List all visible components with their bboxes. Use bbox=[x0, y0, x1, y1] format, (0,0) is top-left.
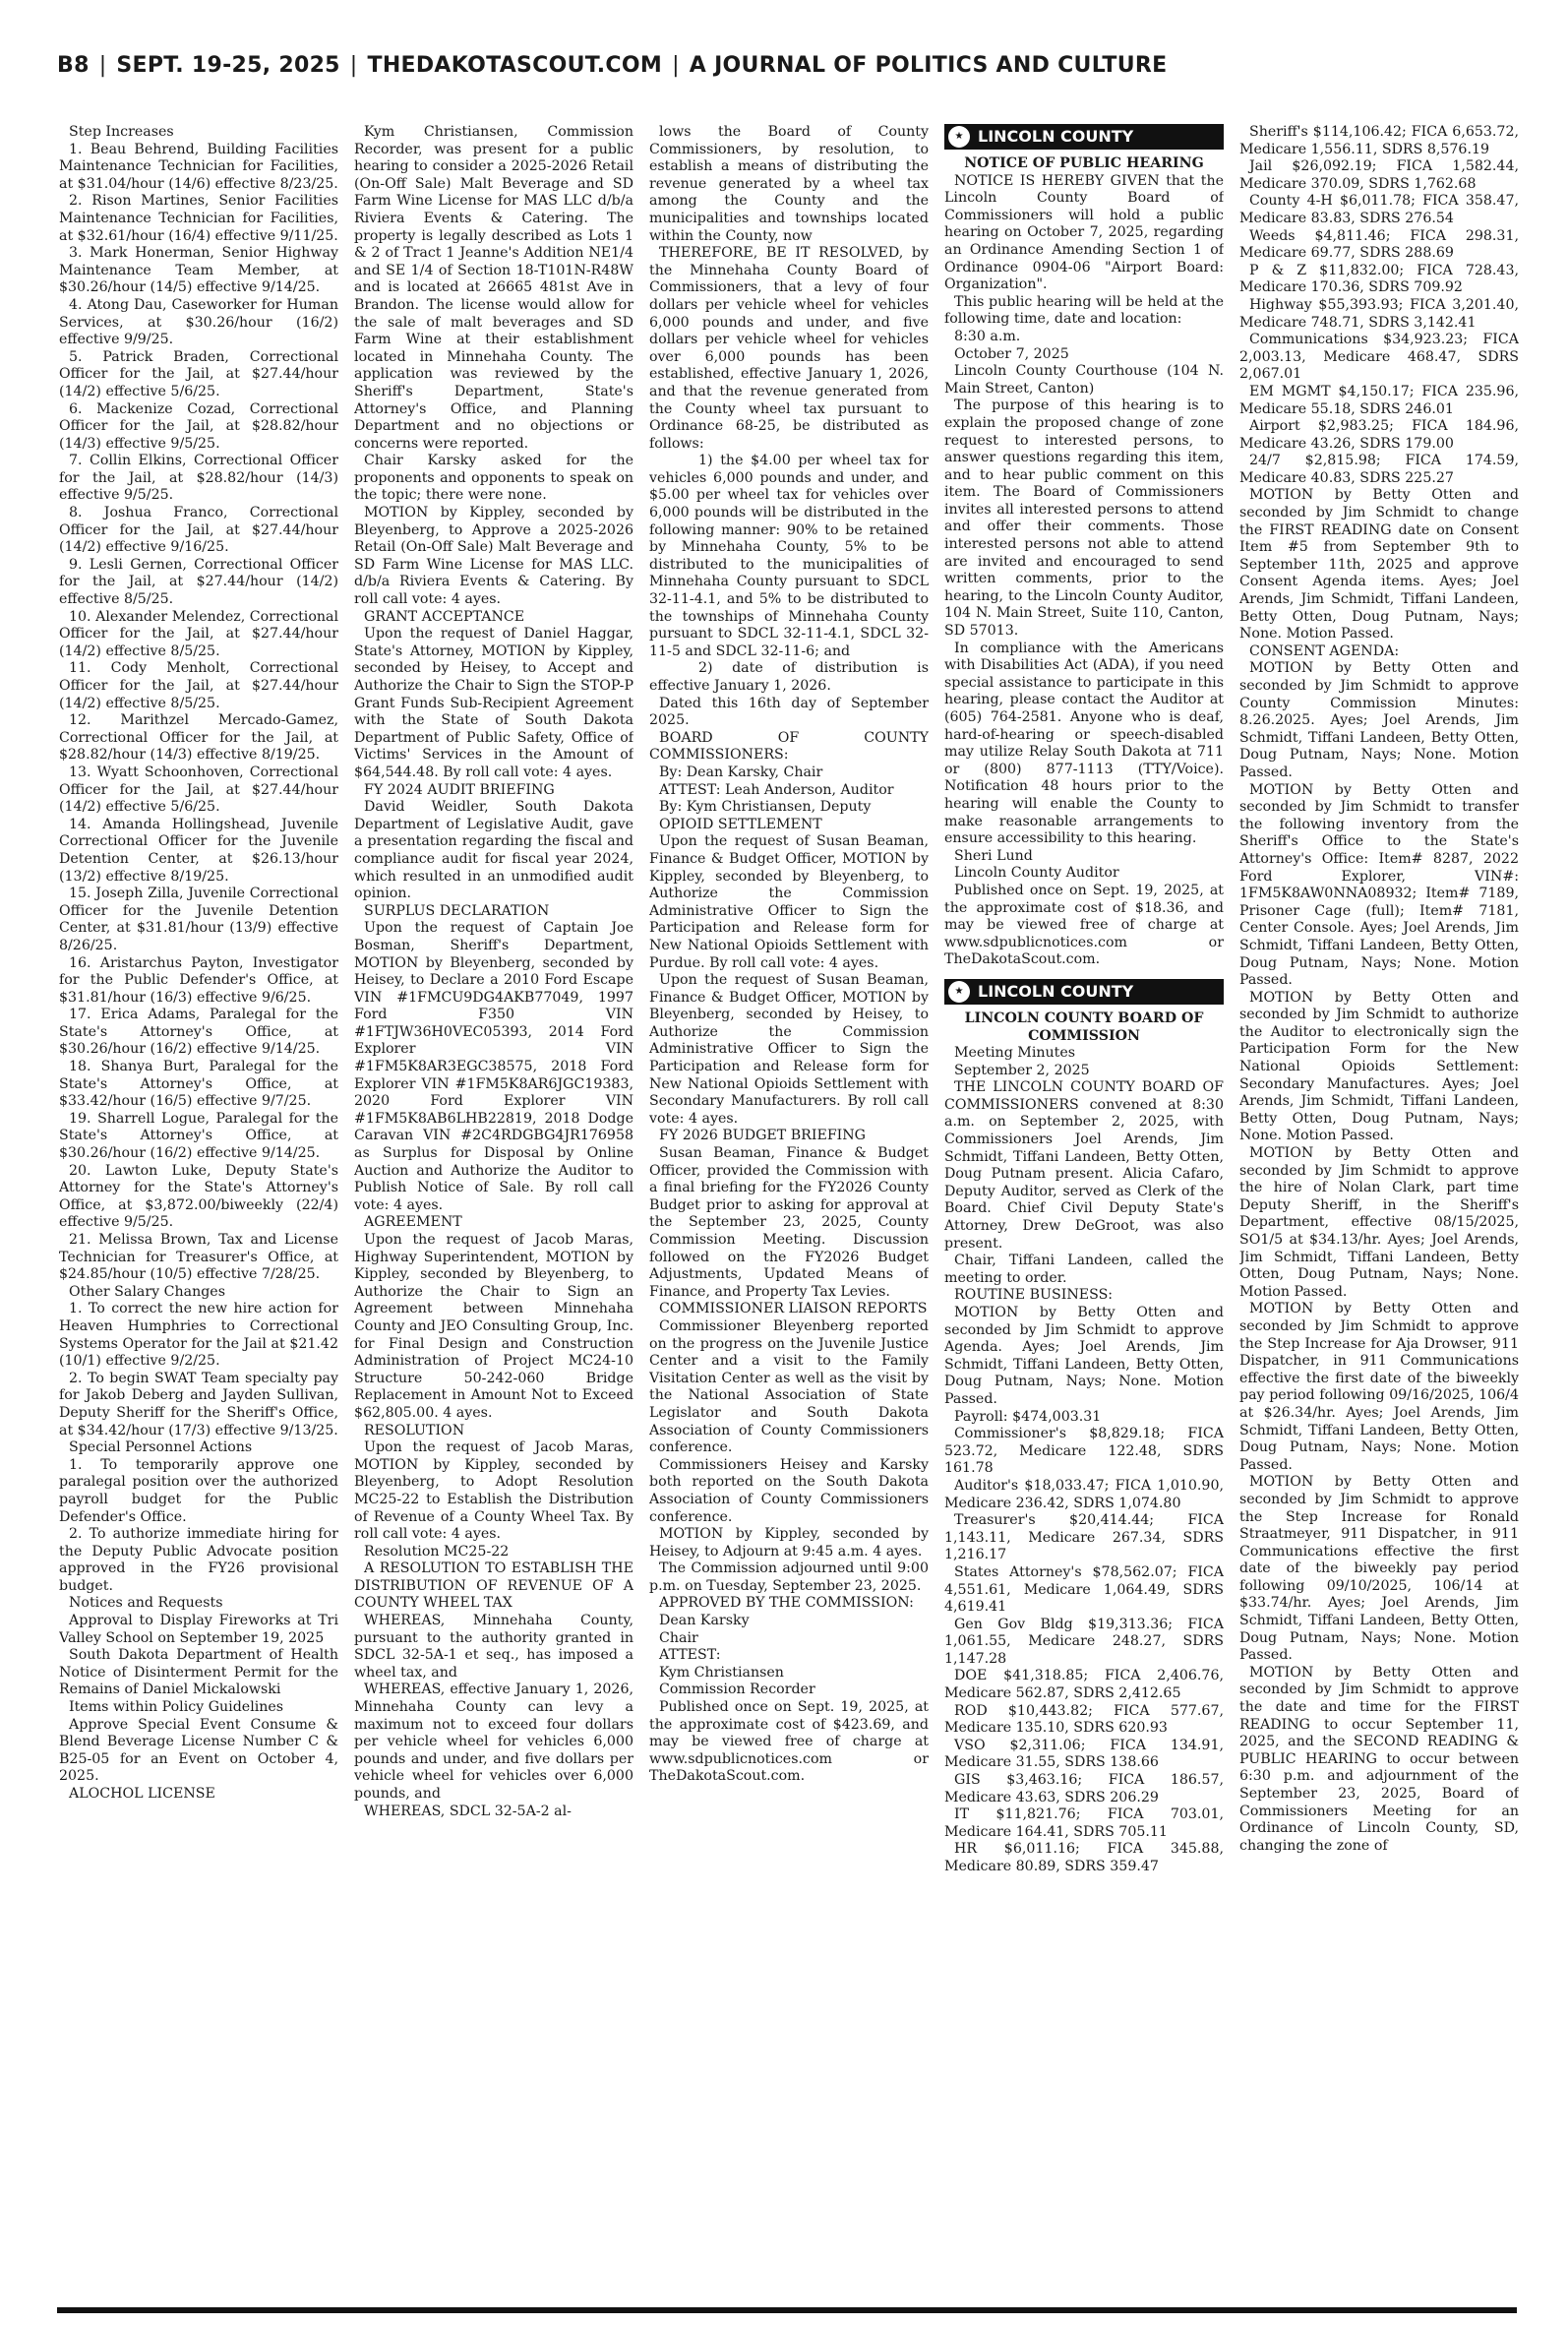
paragraph: 19. Sharrell Logue, Paralegal for the State's Attorney's Office, at $30.26/hour (16/2) effective 9/14/25. bbox=[59, 1110, 338, 1162]
paragraph: NOTICE IS HEREBY GIVEN that the Lincoln County Board of Commissioners will hold a public hearing on October 7, 2025, regarding an Ordinance Amending Section 1 of Ordinance 0904-06 "Airport Board: Organization". bbox=[944, 172, 1224, 293]
paragraph: 20. Lawton Luke, Deputy State's Attorney for the State's Attorney's Office, at $3,872.00/biweekly (22/4) effective 9/5/25. bbox=[59, 1162, 338, 1231]
paragraph: Kym Christiansen bbox=[659, 1664, 784, 1681]
paragraph: SURPLUS DECLARATION bbox=[364, 902, 550, 919]
paragraph: 1. Beau Behrend, Building Facilities Maintenance Technician for Facilities, at $31.04/hour (14/6) effective 8/23/25. bbox=[59, 141, 338, 192]
paragraph: 12. Marithzel Mercado-Gamez, Correctional Officer for the Jail, at $28.82/hour (14/3) effective 8/19/25. bbox=[59, 712, 338, 764]
paragraph: Upon the request of Jacob Maras, MOTION by Kippley, seconded by Bleyenberg, to Adopt Resolution MC25-22 to Establish the Distribution of Revenue of a County Wheel Tax. By roll call vote: 4 ayes. bbox=[354, 1439, 633, 1543]
paragraph: P & Z $11,832.00; FICA 728.43, Medicare 170.36, SDRS 709.92 bbox=[1239, 262, 1519, 296]
paragraph: David Weidler, South Dakota Department of Legislative Audit, gave a presentation regarding the fiscal and compliance audit for fiscal year 2024, which resulted in an unmodified audit opinion. bbox=[354, 799, 633, 902]
header-separator: | bbox=[672, 53, 680, 78]
paragraph: EM MGMT $4,150.17; FICA 235.96, Medicare 55.18, SDRS 246.01 bbox=[1239, 383, 1519, 417]
banner-label: LINCOLN COUNTY bbox=[978, 127, 1134, 147]
paragraph: CONSENT AGENDA: bbox=[1249, 642, 1400, 659]
column-4 bbox=[944, 124, 1224, 2306]
paragraph: THE LINCOLN COUNTY BOARD OF COMMISSIONERS convened at 8:30 a.m. on September 2, 2025, with Commissioners Joel Arends, Jim Schmidt, Tiffani Landeen, Betty Otten, Doug Putnam present. Alicia Cafaro, Deputy Auditor, served as Clerk of the Board. Chief Civil Deputy State's Attorney, Drew DeGroot, was also present. bbox=[944, 1079, 1224, 1252]
paragraph: Items within Policy Guidelines bbox=[69, 1699, 284, 1716]
county-seal-icon: ★ bbox=[948, 126, 970, 148]
paragraph: 17. Erica Adams, Paralegal for the State's Attorney's Office, at $30.26/hour (16/2) effective 9/14/25. bbox=[59, 1007, 338, 1058]
column-5 bbox=[1239, 124, 1519, 2306]
minutes-title: LINCOLN COUNTY BOARD OF COMMISSION bbox=[964, 1010, 1204, 1044]
paragraph: A RESOLUTION TO ESTABLISH THE DISTRIBUTION OF REVENUE OF A COUNTY WHEEL TAX bbox=[354, 1560, 633, 1612]
paragraph: Upon the request of Jacob Maras, Highway Superintendent, MOTION by Kippley, seconded by Bleyenberg, to Authorize the Chair to Sign an Agreement between Minnehaha County and JEO Consulting Group, Inc. for Final Design and Construction Administration of Project MC24-10 Structure 50-242-060 Bridge Replacement in Amount Not to Exceed $62,805.00. 4 ayes. bbox=[354, 1232, 633, 1421]
paragraph: 18. Shanya Burt, Paralegal for the State's Attorney's Office, at $33.42/hour (16/5) effective 9/7/25. bbox=[59, 1059, 338, 1110]
paragraph: Upon the request of Daniel Haggar, State's Attorney, MOTION by Kippley, seconded by Heisey, to Accept and Authorize the Chair to Sign the STOP-P Grant Funds Sub-Recipient Agreement with the State of South Dakota Department of Public Safety, Office of Victims' Services in the Amount of $64,544.48. By roll call vote: 4 ayes. bbox=[354, 626, 633, 780]
paragraph: APPROVED BY THE COMMISSION: bbox=[659, 1595, 914, 1612]
paragraph: Upon the request of Captain Joe Bosman, Sheriff's Department, MOTION by Bleyenberg, seconded by Heisey, to Declare a 2010 Ford Escape VIN #1FMCU9DG4AKB77049, 1997 Ford F350 VIN #1FTJW36H0VEC05393, 2014 Ford Explorer VIN #1FM5K8AR3EGC38575, 2018 Ford Explorer VIN #1FM5K8AR6JGC19383, 2020 Ford Explorer VIN #1FM5K8AB6LHB22819, 2018 Dodge Caravan VIN #2C4RDGBG4JR176958 as Surplus for Disposal by Online Auction and Authorize the Auditor to Publish Notice of Sale. By roll call vote: 4 ayes. bbox=[354, 920, 633, 1213]
paragraph: IT $11,821.76; FICA 703.01, Medicare 164.41, SDRS 705.11 bbox=[944, 1806, 1224, 1840]
banner-label: LINCOLN COUNTY bbox=[978, 982, 1134, 1002]
paragraph: 2. To begin SWAT Team specialty pay for Jakob Deberg and Jayden Sullivan, Deputy Sheriff for the Sheriff's Office, at $34.42/hour (17/3) effective 9/13/25. bbox=[59, 1370, 338, 1438]
paragraph: 8:30 a.m. bbox=[954, 328, 1021, 344]
paragraph: RESOLUTION bbox=[364, 1422, 465, 1438]
paragraph: Notices and Requests bbox=[69, 1595, 223, 1612]
paragraph: MOTION by Betty Otten and seconded by Jim Schmidt to approve Agenda. Ayes; Joel Arends, Jim Schmidt, Tiffani Landeen, Betty Otten, Doug Putnam, Nays; None. Motion Passed. bbox=[944, 1305, 1224, 1407]
column-3 bbox=[649, 124, 929, 2306]
page-header bbox=[57, 53, 1513, 81]
paragraph: HR $6,011.16; FICA 345.88, Medicare 80.89, SDRS 359.47 bbox=[944, 1841, 1224, 1874]
column-1 bbox=[59, 124, 338, 2306]
issue-date: SEPT. 19-25, 2025 bbox=[116, 53, 340, 78]
paragraph: 3. Mark Honerman, Senior Highway Maintenance Team Member, at $30.26/hour (14/5) effective 9/14/25. bbox=[59, 245, 338, 296]
lincoln-county-banner bbox=[944, 979, 1224, 1005]
paragraph: Weeds $4,811.46; FICA 298.31, Medicare 69.77, SDRS 288.69 bbox=[1239, 227, 1519, 262]
paragraph: 13. Wyatt Schoonhoven, Correctional Officer for the Jail, at $27.44/hour (14/2) effective 5/6/25. bbox=[59, 764, 338, 816]
paragraph: MOTION by Betty Otten and seconded by Jim Schmidt to change the FIRST READING date on Consent Item #5 from September 9th to September 11th, 2025 and approve Consent Agenda items. Ayes; Joel Arends, Jim Schmidt, Tiffani Landeen, Betty Otten, Doug Putnam, Nays; None. Motion Passed. bbox=[1239, 487, 1519, 642]
paragraph: September 2, 2025 bbox=[954, 1062, 1090, 1078]
paragraph: MOTION by Betty Otten and seconded by Jim Schmidt to approve the hire of Nolan Clark, part time Deputy Sheriff, in the Sheriff's Department, effective 08/15/2025, SO1/5 at $34.13/hr. Ayes; Joel Arends, Jim Schmidt, Tiffani Landeen, Betty Otten, Doug Putnam, Nays; None. Motion Passed. bbox=[1239, 1145, 1519, 1300]
paragraph: DOE $41,318.85; FICA 2,406.76, Medicare 562.87, SDRS 2,412.65 bbox=[944, 1668, 1224, 1702]
paragraph: Commissioners Heisey and Karsky both reported on the South Dakota Association of County Commissioners conference. bbox=[649, 1456, 929, 1525]
paragraph: ATTEST: Leah Anderson, Auditor bbox=[659, 781, 894, 798]
paragraph: 1. To temporarily approve one paralegal position over the authorized payroll budget for the Public Defender's Office. bbox=[59, 1456, 338, 1525]
paragraph: MOTION by Betty Otten and seconded by Jim Schmidt to approve the Step Increase for Ronald Straatmeyer, 911 Dispatcher, in 911 Communications effective the first date of the biweekly pay period following 09/10/2025, 106/14 at $33.74/hr. Ayes; Joel Arends, Jim Schmidt, Tiffani Landeen, Betty Otten, Doug Putnam, Nays; None. Motion Passed. bbox=[1239, 1474, 1519, 1664]
paragraph: Airport $2,983.25; FICA 184.96, Medicare 43.26, SDRS 179.00 bbox=[1239, 418, 1519, 452]
paragraph: Chair bbox=[659, 1629, 698, 1646]
paragraph: County 4-H $6,011.78; FICA 358.47, Medicare 83.83, SDRS 276.54 bbox=[1239, 193, 1519, 226]
paragraph: Lincoln County Courthouse (104 N. Main Street, Canton) bbox=[944, 363, 1224, 397]
paragraph: 7. Collin Elkins, Correctional Officer for the Jail, at $28.82/hour (14/3) effective 9/5/25. bbox=[59, 453, 338, 504]
paragraph: MOTION by Betty Otten and seconded by Jim Schmidt to transfer the following inventory from the Sheriff's Office to the State's Attorney's Office: Item# 8287, 2022 Ford Explorer, VIN#: 1FM5K8AW0NNA08932; Item# 7189, Prisoner Cage (full); Item# 7181, Center Console. Ayes; Joel Arends, Jim Schmidt, Tiffani Landeen, Betty Otten, Doug Putnam, Nays; None. Motion Passed. bbox=[1239, 781, 1519, 989]
paragraph: WHEREAS, SDCL 32-5A-2 al- bbox=[364, 1803, 572, 1819]
notice-title: NOTICE OF PUBLIC HEARING bbox=[964, 155, 1204, 171]
paragraph: States Attorney's $78,562.07; FICA 4,551.61, Medicare 1,064.49, SDRS 4,619.41 bbox=[944, 1563, 1224, 1616]
paragraph: GIS $3,463.16; FICA 186.57, Medicare 43.63, SDRS 206.29 bbox=[944, 1772, 1224, 1805]
paragraph: Jail $26,092.19; FICA 1,582.44, Medicare 370.09, SDRS 1,762.68 bbox=[1239, 158, 1519, 192]
paragraph: ROD $10,443.82; FICA 577.67, Medicare 135.10, SDRS 620.93 bbox=[944, 1702, 1224, 1737]
header-separator: | bbox=[349, 53, 358, 78]
paragraph: ATTEST: bbox=[659, 1647, 721, 1664]
paragraph: AGREEMENT bbox=[364, 1214, 462, 1231]
meeting-minutes bbox=[944, 1045, 1224, 1876]
paragraph: 2. Rison Martines, Senior Facilities Maintenance Technician for Facilities, at $32.61/hour (16/4) effective 9/11/25. bbox=[59, 193, 338, 244]
paragraph: MOTION by Betty Otten and seconded by Jim Schmidt to approve the date and time for the FIRST READING to occur September 11, 2025, and the SECOND READING & PUBLIC HEARING to occur between 6:30 p.m. and adjournment of the September 23, 2025, Board of Commissioners Meeting for an Ordinance of Lincoln County, SD, changing the zone of bbox=[1239, 1664, 1519, 1854]
paragraph: 1. To correct the new hire action for Heaven Humphries to Correctional Systems Operator for the Jail at $21.42 (10/1) effective 9/2/25. bbox=[59, 1301, 338, 1370]
paragraph: WHEREAS, effective January 1, 2026, Minnehaha County can levy a maximum not to exceed four dollars per vehicle wheel for vehicles 6,000 pounds and under, and five dollars per vehicle wheel for vehicles over 6,000 pounds, and bbox=[354, 1682, 633, 1802]
paragraph: Lincoln County Auditor bbox=[954, 865, 1119, 882]
paragraph: 11. Cody Menholt, Correctional Officer for the Jail, at $27.44/hour (14/2) effective 8/5/25. bbox=[59, 660, 338, 711]
header-separator: | bbox=[98, 53, 107, 78]
paragraph: Meeting Minutes bbox=[954, 1045, 1076, 1062]
paragraph: MOTION by Betty Otten and seconded by Jim Schmidt to approve County Commission Minutes: 8.26.2025. Ayes; Joel Arends, Jim Schmidt, Tiffani Landeen, Betty Otten, Doug Putnam, Nays; None. Motion Passed. bbox=[1239, 660, 1519, 780]
paragraph: 2. To authorize immediate hiring for the Deputy Public Advocate position approved in the FY26 provisional budget. bbox=[59, 1526, 338, 1594]
paragraph: 15. Joseph Zilla, Juvenile Correctional Officer for the Juvenile Detention Center, at $31.81/hour (13/9) effective 8/26/25. bbox=[59, 886, 338, 953]
paragraph: Chair Karsky asked for the proponents and opponents to speak on the topic; there were none. bbox=[354, 453, 633, 504]
paragraph: By: Kym Christiansen, Deputy bbox=[659, 799, 872, 816]
column-2 bbox=[354, 124, 633, 2306]
paragraph: WHEREAS, Minnehaha County, pursuant to the authority granted in SDCL 32-5A-1 et seq., has imposed a wheel tax, and bbox=[354, 1613, 633, 1681]
paragraph: BOARD OF COUNTY COMMISSIONERS: bbox=[649, 729, 929, 764]
paragraph: 2) date of distribution is effective January 1, 2026. bbox=[649, 660, 929, 694]
paragraph: ROUTINE BUSINESS: bbox=[954, 1287, 1114, 1304]
paragraph: VSO $2,311.06; FICA 134.91, Medicare 31.55, SDRS 138.66 bbox=[944, 1737, 1224, 1771]
paragraph: MOTION by Betty Otten and seconded by Jim Schmidt to authorize the Auditor to electronically sign the Participation Form for the New National Opioids Settlement: Secondary Manufactures. Ayes; Joel Arends, Jim Schmidt, Tiffani Landeen, Betty Otten, Doug Putnam, Nays; None. Motion Passed. bbox=[1239, 989, 1519, 1144]
paragraph: Kym Christiansen, Commission Recorder, was present for a public hearing to consider a 2025-2026 Retail (On-Off Sale) Malt Beverage and SD Farm Wine License for MAS LLC d/b/a Riviera Events & Catering. The property is legally described as Lots 1 & 2 of Tract 1 Jeanne's Addition NE1/4 and SE 1/4 of Section 18-T101N-R48W and is located at 26665 481st Ave in Brandon. The license would allow for the sale of malt beverages and SD Farm Wine at their establishment located in Minnehaha County. The application was reviewed by the Sheriff's Department, State's Attorney's Office, and Planning Department and no objections or concerns were reported. bbox=[354, 124, 633, 452]
paragraph: Dated this 16th day of September 2025. bbox=[649, 695, 929, 729]
paragraph: OPIOID SETTLEMENT bbox=[659, 816, 822, 832]
paragraph: In compliance with the Americans with Disabilities Act (ADA), if you need special assistance to participate in this hearing, please contact the Auditor at (605) 764-2581. Anyone who is deaf, hard-of-hearing or speech-disabled may utilize Relay South Dakota at 711 or (800) 877-1113 (TTY/Voice). Notification 48 hours prior to the hearing will enable the County to make reasonable arrangements to ensure accessibility to this hearing. bbox=[944, 640, 1224, 847]
paragraph: Published once on Sept. 19, 2025, at the approximate cost of $18.36, and may be viewed free of charge at www.sdpublicnotices.com or TheDakotaScout.com. bbox=[944, 882, 1224, 968]
page-number: B8 bbox=[57, 53, 90, 78]
paragraph: Sheriff's $114,106.42; FICA 6,653.72, Medicare 1,556.11, SDRS 8,576.19 bbox=[1239, 124, 1519, 157]
paragraph: This public hearing will be held at the following time, date and location: bbox=[944, 293, 1224, 328]
paragraph: 9. Lesli Gernen, Correctional Officer for the Jail, at $27.44/hour (14/2) effective 8/5/25. bbox=[59, 556, 338, 608]
paragraph: Dean Karsky bbox=[659, 1613, 750, 1629]
paragraph: October 7, 2025 bbox=[954, 345, 1069, 362]
paragraph: FY 2026 BUDGET BRIEFING bbox=[659, 1128, 867, 1144]
paragraph: 1) the $4.00 per wheel tax for vehicles 6,000 pounds and under, and $5.00 per wheel tax for vehicles over 6,000 pounds will be distributed in the following manner: 90% to be retained by Minnehaha County, 5% to be distributed to the municipalities of Minnehaha County pursuant to SDCL 32-11-4.1, and 5% to be distributed to the townships of Minnehaha County pursuant to SDCL 32-11-4.1, SDCL 32-11-5 and SDCL 32-11-6; and bbox=[649, 453, 929, 659]
paragraph: Sheri Lund bbox=[954, 847, 1033, 864]
paragraph: 14. Amanda Hollingshead, Juvenile Correctional Officer for the Juvenile Detention Center, at $26.13/hour (13/2) effective 8/19/25. bbox=[59, 816, 338, 885]
paragraph: 6. Mackenize Cozad, Correctional Officer for the Jail, at $28.82/hour (14/3) effective 9/5/25. bbox=[59, 400, 338, 452]
site-name: THEDAKOTASCOUT.COM bbox=[367, 53, 663, 78]
paragraph: lows the Board of County Commissioners, by resolution, to establish a means of distributing the revenue generated by a wheel tax among the County and the municipalities and townships located within the County, now bbox=[649, 124, 929, 244]
paragraph: Step Increases bbox=[69, 124, 174, 140]
paragraph: Upon the request of Susan Beaman, Finance & Budget Officer, MOTION by Kippley, seconded by Bleyenberg, to Authorize the Commission Administrative Officer to Sign the Participation and Release form for New National Opioids Settlement with Purdue. By roll call vote: 4 ayes. bbox=[649, 833, 929, 971]
paragraph: Published once on Sept. 19, 2025, at the approximate cost of $423.69, and may be viewed free of charge at www.sdpublicnotices.com or TheDakotaScout.com. bbox=[649, 1699, 929, 1785]
paragraph: COMMISSIONER LIAISON REPORTS bbox=[659, 1301, 928, 1317]
paragraph: 24/7 $2,815.98; FICA 174.59, Medicare 40.83, SDRS 225.27 bbox=[1239, 453, 1519, 486]
paragraph: Auditor's $18,033.47; FICA 1,010.90, Medicare 236.42, SDRS 1,074.80 bbox=[944, 1477, 1224, 1511]
county-seal-icon: ★ bbox=[948, 981, 970, 1003]
paragraph: South Dakota Department of Health Notice of Disinterment Permit for the Remains of Daniel Mickalowski bbox=[59, 1647, 338, 1698]
paragraph: Commissioner Bleyenberg reported on the progress on the Juvenile Justice Center and a visit to the Family Visitation Center as well as the visit by the National Association of State Legislator and South Dakota Association of County Commissioners conference. bbox=[649, 1317, 929, 1456]
bottom-rule bbox=[57, 2307, 1517, 2313]
paragraph: Upon the request of Susan Beaman, Finance & Budget Officer, MOTION by Bleyenberg, seconded by Heisey, to Authorize the Commission Administrative Officer to Sign the Participation and Release form for New National Opioids Settlement with Secondary Manufacturers. By roll call vote: 4 ayes. bbox=[649, 972, 929, 1127]
paragraph: MOTION by Kippley, seconded by Bleyenberg, to Approve a 2025-2026 Retail (On-Off Sale) Malt Beverage and SD Farm Wine License for MAS LLC. d/b/a Riviera Events & Catering. By roll call vote: 4 ayes. bbox=[354, 505, 633, 608]
paragraph: 8. Joshua Franco, Correctional Officer for the Jail, at $27.44/hour (14/2) effective 9/16/25. bbox=[59, 505, 338, 556]
paragraph: Other Salary Changes bbox=[69, 1283, 225, 1300]
paragraph: The Commission adjourned until 9:00 p.m. on Tuesday, September 23, 2025. bbox=[649, 1560, 929, 1594]
paragraph: GRANT ACCEPTANCE bbox=[364, 608, 525, 625]
paragraph: 4. Atong Dau, Caseworker for Human Services, at $30.26/hour (16/2) effective 9/9/25. bbox=[59, 296, 338, 348]
paragraph: Payroll: $474,003.31 bbox=[954, 1408, 1102, 1425]
paragraph: Commission Recorder bbox=[659, 1682, 815, 1698]
paragraph: Treasurer's $20,414.44; FICA 1,143.11, Medicare 267.34, SDRS 1,216.17 bbox=[944, 1512, 1224, 1563]
lincoln-county-banner bbox=[944, 124, 1224, 150]
page-columns bbox=[59, 124, 1517, 2306]
paragraph: FY 2024 AUDIT BRIEFING bbox=[364, 781, 555, 798]
paragraph: Commissioner's $8,829.18; FICA 523.72, Medicare 122.48, SDRS 161.78 bbox=[944, 1426, 1224, 1477]
paragraph: The purpose of this hearing is to explain the proposed change of zone request to interested persons, to answer questions regarding this item, and to hear public comment on this item. The Board of Commissioners invites all interested persons to attend and offer their comments. Those interested persons not able to attend are invited and encouraged to send written comments, prior to the hearing, to the Lincoln County Auditor, 104 N. Main Street, Suite 110, Canton, SD 57013. bbox=[944, 398, 1224, 640]
paragraph: Special Personnel Actions bbox=[69, 1439, 253, 1456]
paragraph: ALOCHOL LICENSE bbox=[69, 1786, 215, 1802]
tagline: A JOURNAL OF POLITICS AND CULTURE bbox=[689, 53, 1168, 78]
paragraph: 5. Patrick Braden, Correctional Officer for the Jail, at $27.44/hour (14/2) effective 5/6/25. bbox=[59, 348, 338, 399]
paragraph: 21. Melissa Brown, Tax and License Technician for Treasurer's Office, at $24.85/hour (10/5) effective 7/28/25. bbox=[59, 1232, 338, 1283]
paragraph: 10. Alexander Melendez, Correctional Officer for the Jail, at $27.44/hour (14/2) effective 8/5/25. bbox=[59, 608, 338, 659]
paragraph: By: Dean Karsky, Chair bbox=[659, 764, 823, 780]
paragraph: MOTION by Kippley, seconded by Heisey, to Adjourn at 9:45 a.m. 4 ayes. bbox=[649, 1526, 929, 1560]
paragraph: Approve Special Event Consume & Blend Beverage License Number C & B25-05 for an Event on October 4, 2025. bbox=[59, 1716, 338, 1785]
paragraph: Gen Gov Bldg $19,313.36; FICA 1,061.55, Medicare 248.27, SDRS 1,147.28 bbox=[944, 1616, 1224, 1667]
public-hearing-notice bbox=[944, 173, 1224, 969]
paragraph: 16. Aristarchus Payton, Investigator for the Public Defender's Office, at $31.81/hour (16/3) effective 9/6/25. bbox=[59, 954, 338, 1006]
paragraph: MOTION by Betty Otten and seconded by Jim Schmidt to approve the Step Increase for Aja Drowser, 911 Dispatcher, in 911 Communications effective the first date of the biweekly pay period following 09/16/2025, 106/4 at $26.34/hr. Ayes; Joel Arends, Jim Schmidt, Tiffani Landeen, Betty Otten, Doug Putnam, Nays; None. Motion Passed. bbox=[1239, 1301, 1519, 1473]
paragraph: Approval to Display Fireworks at Tri Valley School on September 19, 2025 bbox=[59, 1613, 338, 1646]
paragraph: Chair, Tiffani Landeen, called the meeting to order. bbox=[944, 1253, 1224, 1286]
paragraph: Susan Beaman, Finance & Budget Officer, provided the Commission with a final briefing for the FY2026 County Budget prior to asking for approval at the September 23, 2025, County Commission Meeting. Discussion followed on the FY2026 Budget Adjustments, Updated Means of Finance, and Property Tax Levies. bbox=[649, 1145, 929, 1300]
paragraph: THEREFORE, BE IT RESOLVED, by the Minnehaha County Board of Commissioners, that a levy of four dollars per vehicle wheel for vehicles 6,000 pounds and under, and five dollars per vehicle wheel for vehicles over 6,000 pounds has been established, effective January 1, 2026, and that the revenue generated from the County wheel tax pursuant to Ordinance 68-25, be distributed as follows: bbox=[649, 245, 929, 452]
paragraph: Resolution MC25-22 bbox=[364, 1543, 510, 1560]
paragraph: Highway $55,393.93; FICA 3,201.40, Medicare 748.71, SDRS 3,142.41 bbox=[1239, 296, 1519, 331]
paragraph: Communications $34,923.23; FICA 2,003.13, Medicare 468.47, SDRS 2,067.01 bbox=[1239, 332, 1519, 383]
